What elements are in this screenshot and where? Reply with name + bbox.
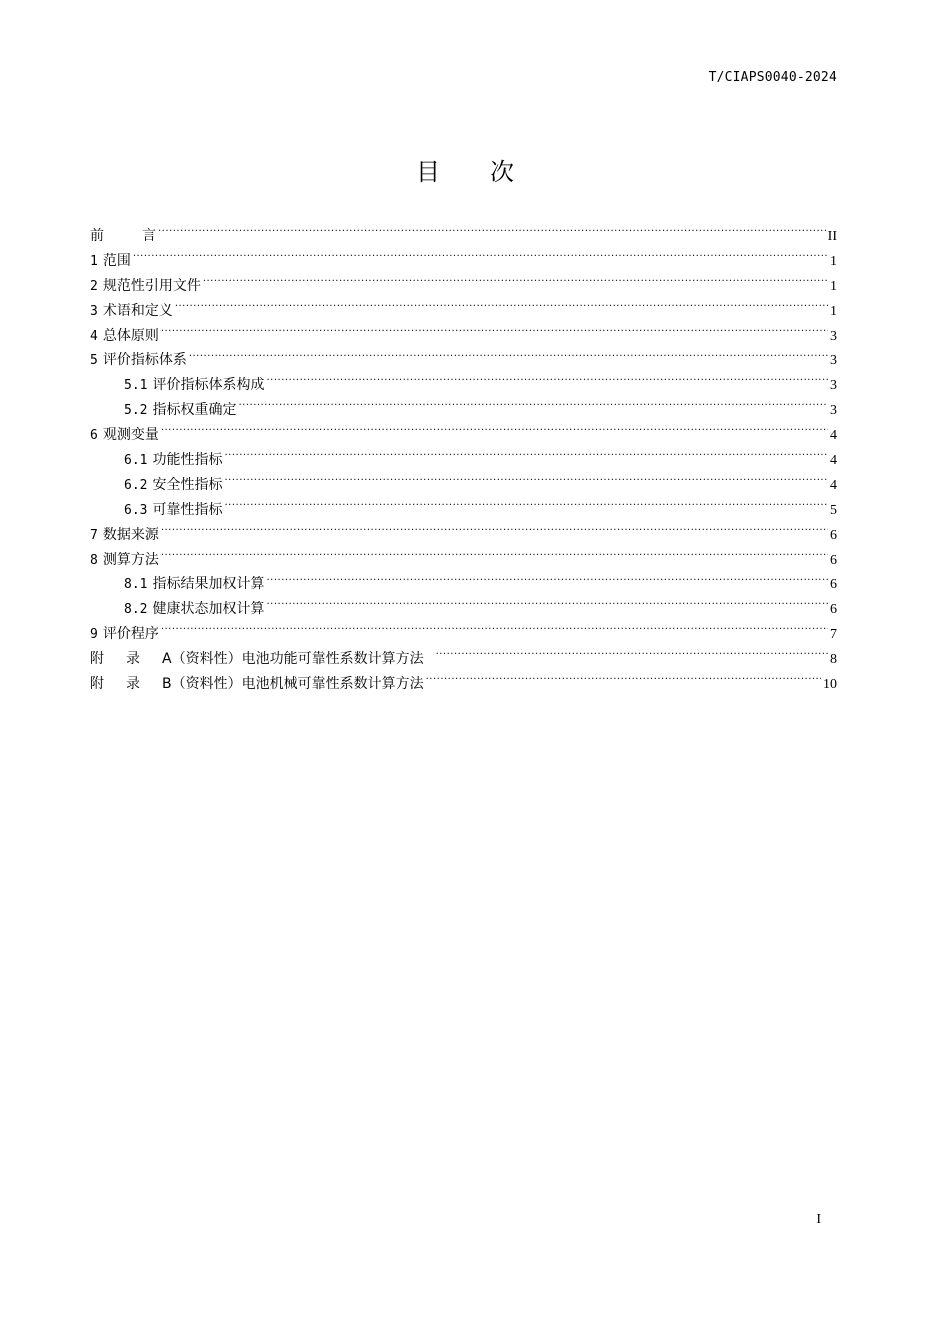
toc-section-label: 指标结果加权计算 [152,576,265,593]
toc-entry-8[interactable] [90,548,837,573]
dot-leader [436,649,828,663]
toc-section-label: 术语和定义 [102,302,173,319]
dot-leader [158,226,826,240]
toc-entry-5-1[interactable] [90,373,837,398]
toc-section-number: 6 [90,428,98,444]
dot-leader [161,525,828,539]
toc-page-number: 4 [830,453,837,469]
toc-page-number: 10 [823,677,837,693]
toc-section-label: 评价指标体系 [102,352,187,369]
toc-section-number: 2 [90,278,98,294]
toc-page-number: 1 [830,278,837,294]
title-char-left: 目 [416,158,440,186]
toc-entry-6-2[interactable] [90,473,837,498]
page-number: I [816,1212,821,1227]
toc-page-number: 6 [830,602,837,618]
toc-section-number: 5.1 [124,378,148,394]
toc-page-number: 5 [830,502,837,518]
toc-section-label: 健康状态加权计算 [152,601,265,618]
toc-section-label: 安全性指标 [152,476,223,493]
toc-entry-1[interactable] [90,249,837,274]
toc-page-number: 3 [830,328,837,344]
toc-entry-5-2[interactable] [90,398,837,423]
toc-entry-9[interactable] [90,622,837,647]
toc-foreword-label-a: 前 [90,228,104,244]
toc-entry-6-3[interactable] [90,498,837,523]
toc-section-number: 5.2 [124,403,148,419]
dot-leader [266,599,828,613]
toc-section-label: 评价程序 [102,626,159,643]
document-code: T/CIAPS0040-2024 [708,70,837,85]
toc-page-number: 6 [830,527,837,543]
toc-section-label: 测算方法 [102,551,159,568]
dot-leader [203,276,828,290]
toc-page-number: 6 [830,552,837,568]
toc-entry-8-1[interactable] [90,572,837,597]
dot-leader [161,624,828,638]
dot-leader [133,251,828,265]
dot-leader [266,375,828,389]
toc-page-number: 1 [830,303,837,319]
toc-entry-4[interactable] [90,324,837,349]
toc-foreword-label-b: 言 [142,228,156,244]
toc-entry-5[interactable] [90,348,837,373]
dot-leader [189,350,828,364]
toc-entry-6[interactable] [90,423,837,448]
toc-page-number: II [827,229,837,244]
toc-section-number: 8.2 [124,602,148,618]
toc-section-number: 6.1 [124,453,148,469]
dot-leader [175,301,828,315]
toc-appendix-prefix-a: 附 [90,676,104,693]
toc-entry-3[interactable] [90,299,837,324]
toc-section-number: 5 [90,353,98,369]
toc-section-label: 范围 [102,252,131,269]
toc-page-number: 3 [830,353,837,369]
toc-page-number: 8 [830,652,837,668]
toc-appendix-prefix-b: 录 [126,676,140,693]
toc-section-label: 指标权重确定 [152,402,237,419]
toc-page-number: 7 [830,627,837,643]
toc-section-label: 总体原则 [102,327,159,344]
toc-section-label: 规范性引用文件 [102,277,201,294]
dot-leader [224,500,828,514]
toc-appendix-prefix-b: 录 [126,651,140,668]
toc-appendix-label: A（资料性）电池功能可靠性系数计算方法 [162,651,424,668]
dot-leader [224,475,828,489]
dot-leader [266,574,828,588]
toc-entry-appendix-b[interactable] [90,672,837,697]
dot-leader [161,425,828,439]
toc-entry-6-1[interactable] [90,448,837,473]
toc-entry-8-2[interactable] [90,597,837,622]
dot-leader [161,326,828,340]
toc-section-number: 1 [90,253,98,269]
toc-page-number: 1 [830,253,837,269]
toc-section-number: 4 [90,328,98,344]
dot-leader [238,400,828,414]
toc-page-number: 3 [830,378,837,394]
toc-entry-appendix-a[interactable] [90,647,837,672]
toc-section-label: 观测变量 [102,427,159,444]
table-of-contents [90,224,837,697]
toc-appendix-prefix-a: 附 [90,651,104,668]
toc-section-number: 3 [90,303,98,319]
dot-leader [426,674,821,688]
dot-leader [161,550,828,564]
toc-section-number: 6.3 [124,502,148,518]
toc-section-label: 数据来源 [102,526,159,543]
toc-section-number: 8.1 [124,577,148,593]
toc-section-label: 评价指标体系构成 [152,377,265,394]
toc-page-number: 3 [830,403,837,419]
toc-section-number: 7 [90,527,98,543]
title-char-right: 次 [490,158,514,186]
toc-appendix-label: B（资料性）电池机械可靠性系数计算方法 [162,676,424,693]
page-title [0,152,930,187]
dot-leader [224,450,828,464]
toc-entry-2[interactable] [90,274,837,299]
toc-section-number: 8 [90,552,98,568]
toc-page-number: 4 [830,477,837,493]
toc-entry-foreword[interactable] [90,224,837,249]
toc-section-number: 6.2 [124,477,148,493]
toc-entry-7[interactable] [90,523,837,548]
toc-section-number: 9 [90,627,98,643]
toc-page-number: 4 [830,428,837,444]
toc-section-label: 可靠性指标 [152,501,223,518]
toc-section-label: 功能性指标 [152,452,223,469]
toc-page-number: 6 [830,577,837,593]
